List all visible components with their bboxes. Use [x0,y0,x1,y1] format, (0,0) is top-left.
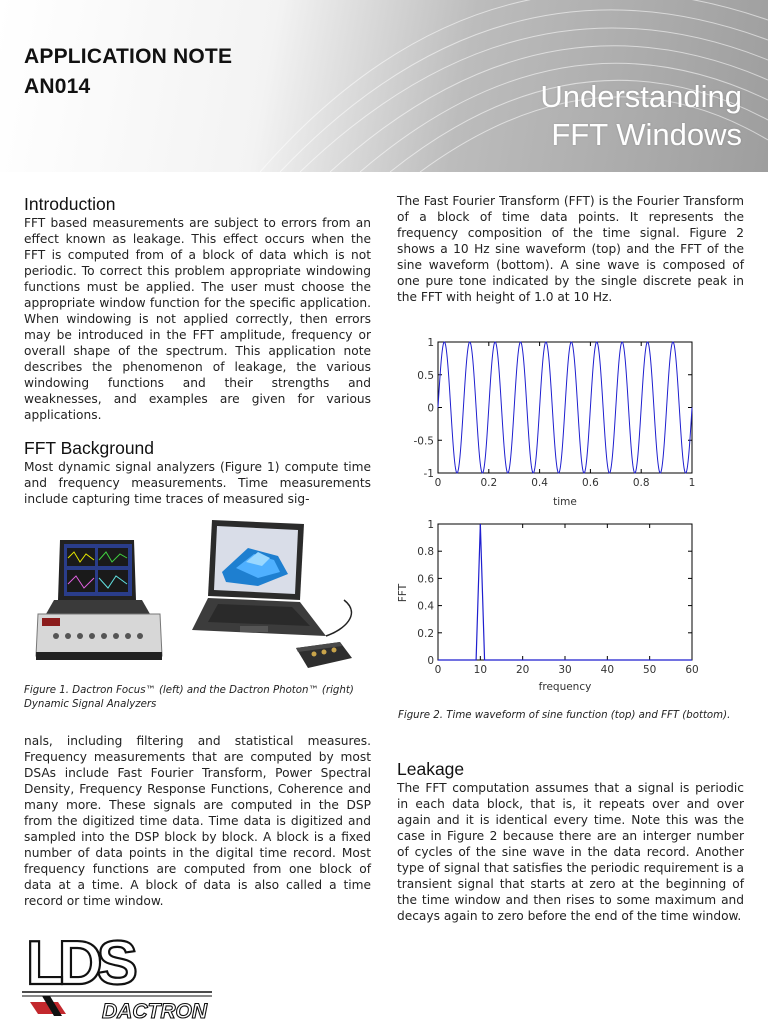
application-note-label [24,42,232,102]
fft-xtick-label: 0 [434,664,442,676]
time-ytick-label: -1 [423,468,434,480]
intro-section [24,193,371,507]
intro-body: FFT based measurements are subject to errors from an effect known as leakage. This effect occurs when the FFT is computed from of a block of data which is not periodic. To correct this problem appropriate windowing functions must be applied. The user must choose the appropriate window function for the specific application. When windowing is not applied correctly, then errors may be introduced in the FFT amplitude, frequency or overall shape of the spectrum. This application note describes the phenomenon of leakage, the various windowing functions and their strengths and weaknesses, and examples are given for various applications. [24,216,371,422]
leakage-body: The FFT computation assumes that a signal is periodic in each data block, that is, it repeats over and over again and it is identical every time. Note this was the case in Figure 2 because there are an interger number of cycles of the sine wave in the data record. Another type of signal that satisfies the periodic requirement is a transient signal that starts at zero at the beginning of the time window and then rises to some maximum and decays again to zero before the end of the time window. [397,781,744,923]
time-waveform-chart [392,332,704,512]
fft-xtick-label: 20 [515,664,530,676]
left-laptop-keyboard [46,600,150,614]
fft-xtick-label: 10 [473,664,488,676]
fft-ytick-label: 0.4 [417,600,434,613]
time-xtick-label: 0.2 [480,477,498,489]
time-ytick-label: -0.5 [413,435,434,448]
title-line-1: Understanding [540,79,742,114]
fft-chart [392,517,704,697]
fft-ytick-label: 0.2 [417,627,434,640]
figure2-caption: Figure 2. Time waveform of sine function (top) and FFT (bottom). [398,710,731,721]
time-xtick-label: 1 [688,477,696,489]
fft-xtick-label: 30 [558,664,572,676]
lds-logo-mark [22,930,212,998]
background-body-1: Most dynamic signal analyzers (Figure 1) compute time and frequency measurements. Time measurements include capturing time traces of measured sig- [24,460,371,506]
fft-ytick-label: 0 [427,655,434,667]
fft-ytick-label: 0.6 [417,573,434,586]
background-body-2: nals, including filtering and statistical measures. Frequency measurements that are computed by most DSAs include Fast Fourier Transform, Power Spectral Density, Frequency Response Functions, Coherence and many more. These signals are computed in the DSP from the digitized time data. Time data is digitized and sampled into the DSP block by block. A block is a fixed number of data points in the digital time record. Most frequency functions are computed from one block of data at a time. A block of data is also called a time record or time window. [24,734,371,908]
intro-heading: Introduction [24,194,116,214]
background-continued [24,733,371,909]
time-xtick-label: 0.6 [582,477,599,489]
time-xtick-label: 0 [434,477,442,489]
fft-xtick-label: 50 [642,664,657,676]
title-line-2: FFT Windows [551,117,742,152]
leakage-section [397,758,744,924]
sine-series-line [438,342,692,473]
logo-sub: DACTRON [102,1000,207,1020]
fft-ylabel: FFT [397,583,409,603]
fft-ytick-label: 1 [427,519,434,531]
time-ytick-label: 0.5 [417,369,434,382]
fft-intro-body: The Fast Fourier Transform (FFT) is the Fourier Transform of a block of time data points. It represents the frequency composition of the time signal. Figure 2 shows a 10 Hz sine waveform (top) and the FFT of the sine waveform (bottom). A sine wave is composed of one pure tone indicated by the single discrete peak in the FFT with height of 1.0 at 10 Hz. [397,194,744,304]
fft-description [397,193,744,305]
note-line-1: APPLICATION NOTE [24,45,233,68]
logo-brand: LDS [26,930,132,998]
background-heading: FFT Background [24,438,155,458]
time-xtick-label: 0.8 [632,477,650,489]
time-ytick-label: 1 [427,337,434,349]
page-title [540,78,742,154]
fft-series-line [438,524,692,660]
fft-xtick-label: 60 [685,664,699,676]
lds-dactron-logo [22,930,218,1020]
fft-xtick-label: 40 [600,664,615,676]
time-xlabel: time [553,496,577,508]
time-ytick-label: 0 [427,402,434,415]
fft-chart-frame [438,524,692,660]
figure1-photo [26,518,370,680]
time-xtick-label: 0.4 [531,477,548,489]
fft-ytick-label: 0.8 [417,546,434,559]
note-line-2: AN014 [24,75,91,98]
figure1-caption: Figure 1. Dactron Focus™ (left) and the Dactron Photon™ (right) Dynamic Signal Analyzers [24,685,354,710]
fft-xlabel: frequency [538,681,592,693]
leakage-heading: Leakage [397,759,465,779]
